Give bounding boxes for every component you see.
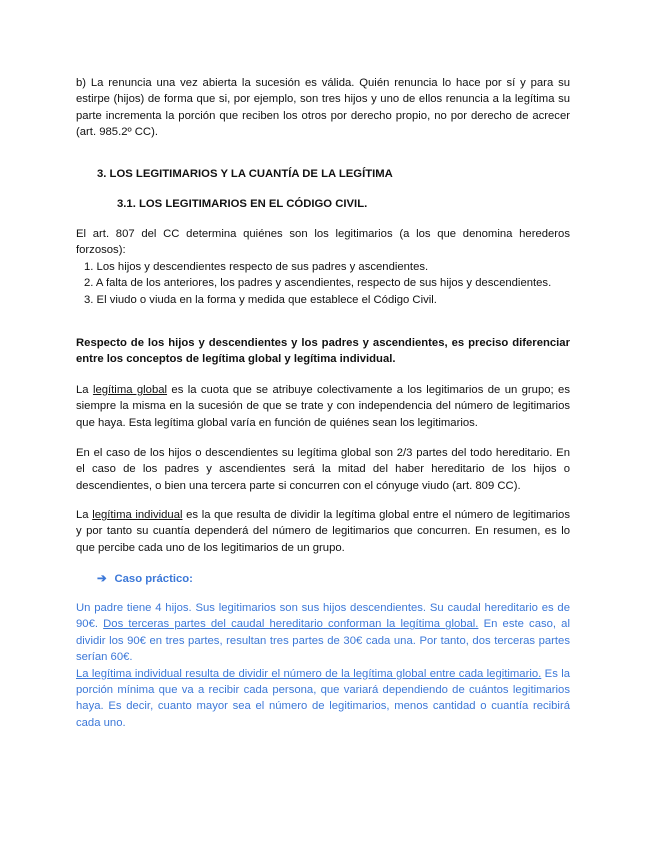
list-item: 1. Los hijos y descendientes respecto de sus padres y ascendientes. bbox=[84, 260, 429, 273]
list-item: 2. A falta de los anteriores, los padres y ascendientes, respecto de sus hijos y descendientes. bbox=[84, 277, 552, 290]
art-807-block bbox=[76, 226, 570, 308]
text-fragment: La bbox=[76, 509, 93, 521]
text-fragment: Un padre tiene 4 hijos. Sus legitimarios son sus hijos descendientes. Su caudal hereditario es de 90€. bbox=[76, 602, 570, 631]
text-fragment: es la cuota que se atribuye colectivamente a los legitimarios de un grupo; es siempre la misma en la sucesión de que se trate y con independencia del número de legitimarios que haya. Esta legítima global varía en función de quiénes sean los legitimarios. bbox=[76, 384, 570, 429]
underlined-statement: La legítima individual resulta de dividir el número de la legítima global entre cada legitimario. bbox=[76, 667, 542, 680]
underlined-statement: Dos terceras partes del caudal hereditario conforman la legítima global. bbox=[103, 618, 479, 631]
art-807-intro: El art. 807 del CC determina quiénes son los legitimarios (a los que denomina herederos forzosos): bbox=[76, 228, 570, 257]
arrow-right-icon: ➔ bbox=[97, 573, 107, 585]
paragraph-legitima-individual bbox=[76, 507, 570, 556]
paragraph-conceptos: Respecto de los hijos y descendientes y los padres y ascendientes, es preciso diferenciar entre los conceptos de legítima global y legítima individual. bbox=[76, 337, 570, 366]
text-fragment: La bbox=[76, 384, 93, 396]
list-item: 3. El viudo o viuda en la forma y medida que establece el Código Civil. bbox=[84, 293, 437, 306]
heading-section-3-1: 3.1. LOS LEGITIMARIOS EN EL CÓDIGO CIVIL. bbox=[117, 198, 368, 210]
paragraph-caso-global: En el caso de los hijos o descendientes su legítima global son 2/3 partes del todo hereditario. En el caso de los padres y ascendientes será la mitad del haber hereditario de los hijos o descendientes, o bien una tercera parte si concurren con el cónyuge viudo (art. 809 CC). bbox=[76, 447, 570, 492]
text-fragment: es la que resulta de dividir la legítima global entre el número de legitimarios y por tanto su cuantía dependerá del número de legitimarios que concurren. En resumen, es lo que percibe cada uno de los legitimarios de un grupo. bbox=[76, 509, 570, 554]
caso-practico-title: Caso práctico: bbox=[114, 573, 193, 585]
caso-practico-heading bbox=[97, 571, 193, 587]
term-legitima-individual: legítima individual bbox=[92, 509, 183, 521]
text-fragment: En este caso, al dividir los 90€ en tres partes, resultan tres partes de 30€ cada una. Por tanto, dos terceras partes serían 60€. bbox=[76, 618, 570, 664]
text-fragment: Es la porción mínima que va a recibir cada persona, que variará dependiendo de cuántos legitimarios haya. Es decir, cuanto mayor sea el número de legitimarios, menos cantidad o cuantía recibirá cada uno. bbox=[76, 667, 570, 729]
paragraph-legitima-global bbox=[76, 382, 570, 431]
term-legitima-global: legítima global bbox=[92, 384, 168, 396]
heading-section-3: 3. LOS LEGITIMARIOS Y LA CUANTÍA DE LA LEGÍTIMA bbox=[97, 168, 393, 180]
paragraph-renuncia: b) La renuncia una vez abierta la sucesión es válida. Quién renuncia lo hace por sí y para su estirpe (hijos) de forma que si, por ejemplo, son tres hijos y uno de ellos renuncia a la legítima su parte incrementa la porción que reciben los otros por derecho propio, no por derecho de acrecer (art. 985.2º CC). bbox=[76, 77, 570, 139]
paragraph-caso-practico bbox=[76, 600, 570, 731]
